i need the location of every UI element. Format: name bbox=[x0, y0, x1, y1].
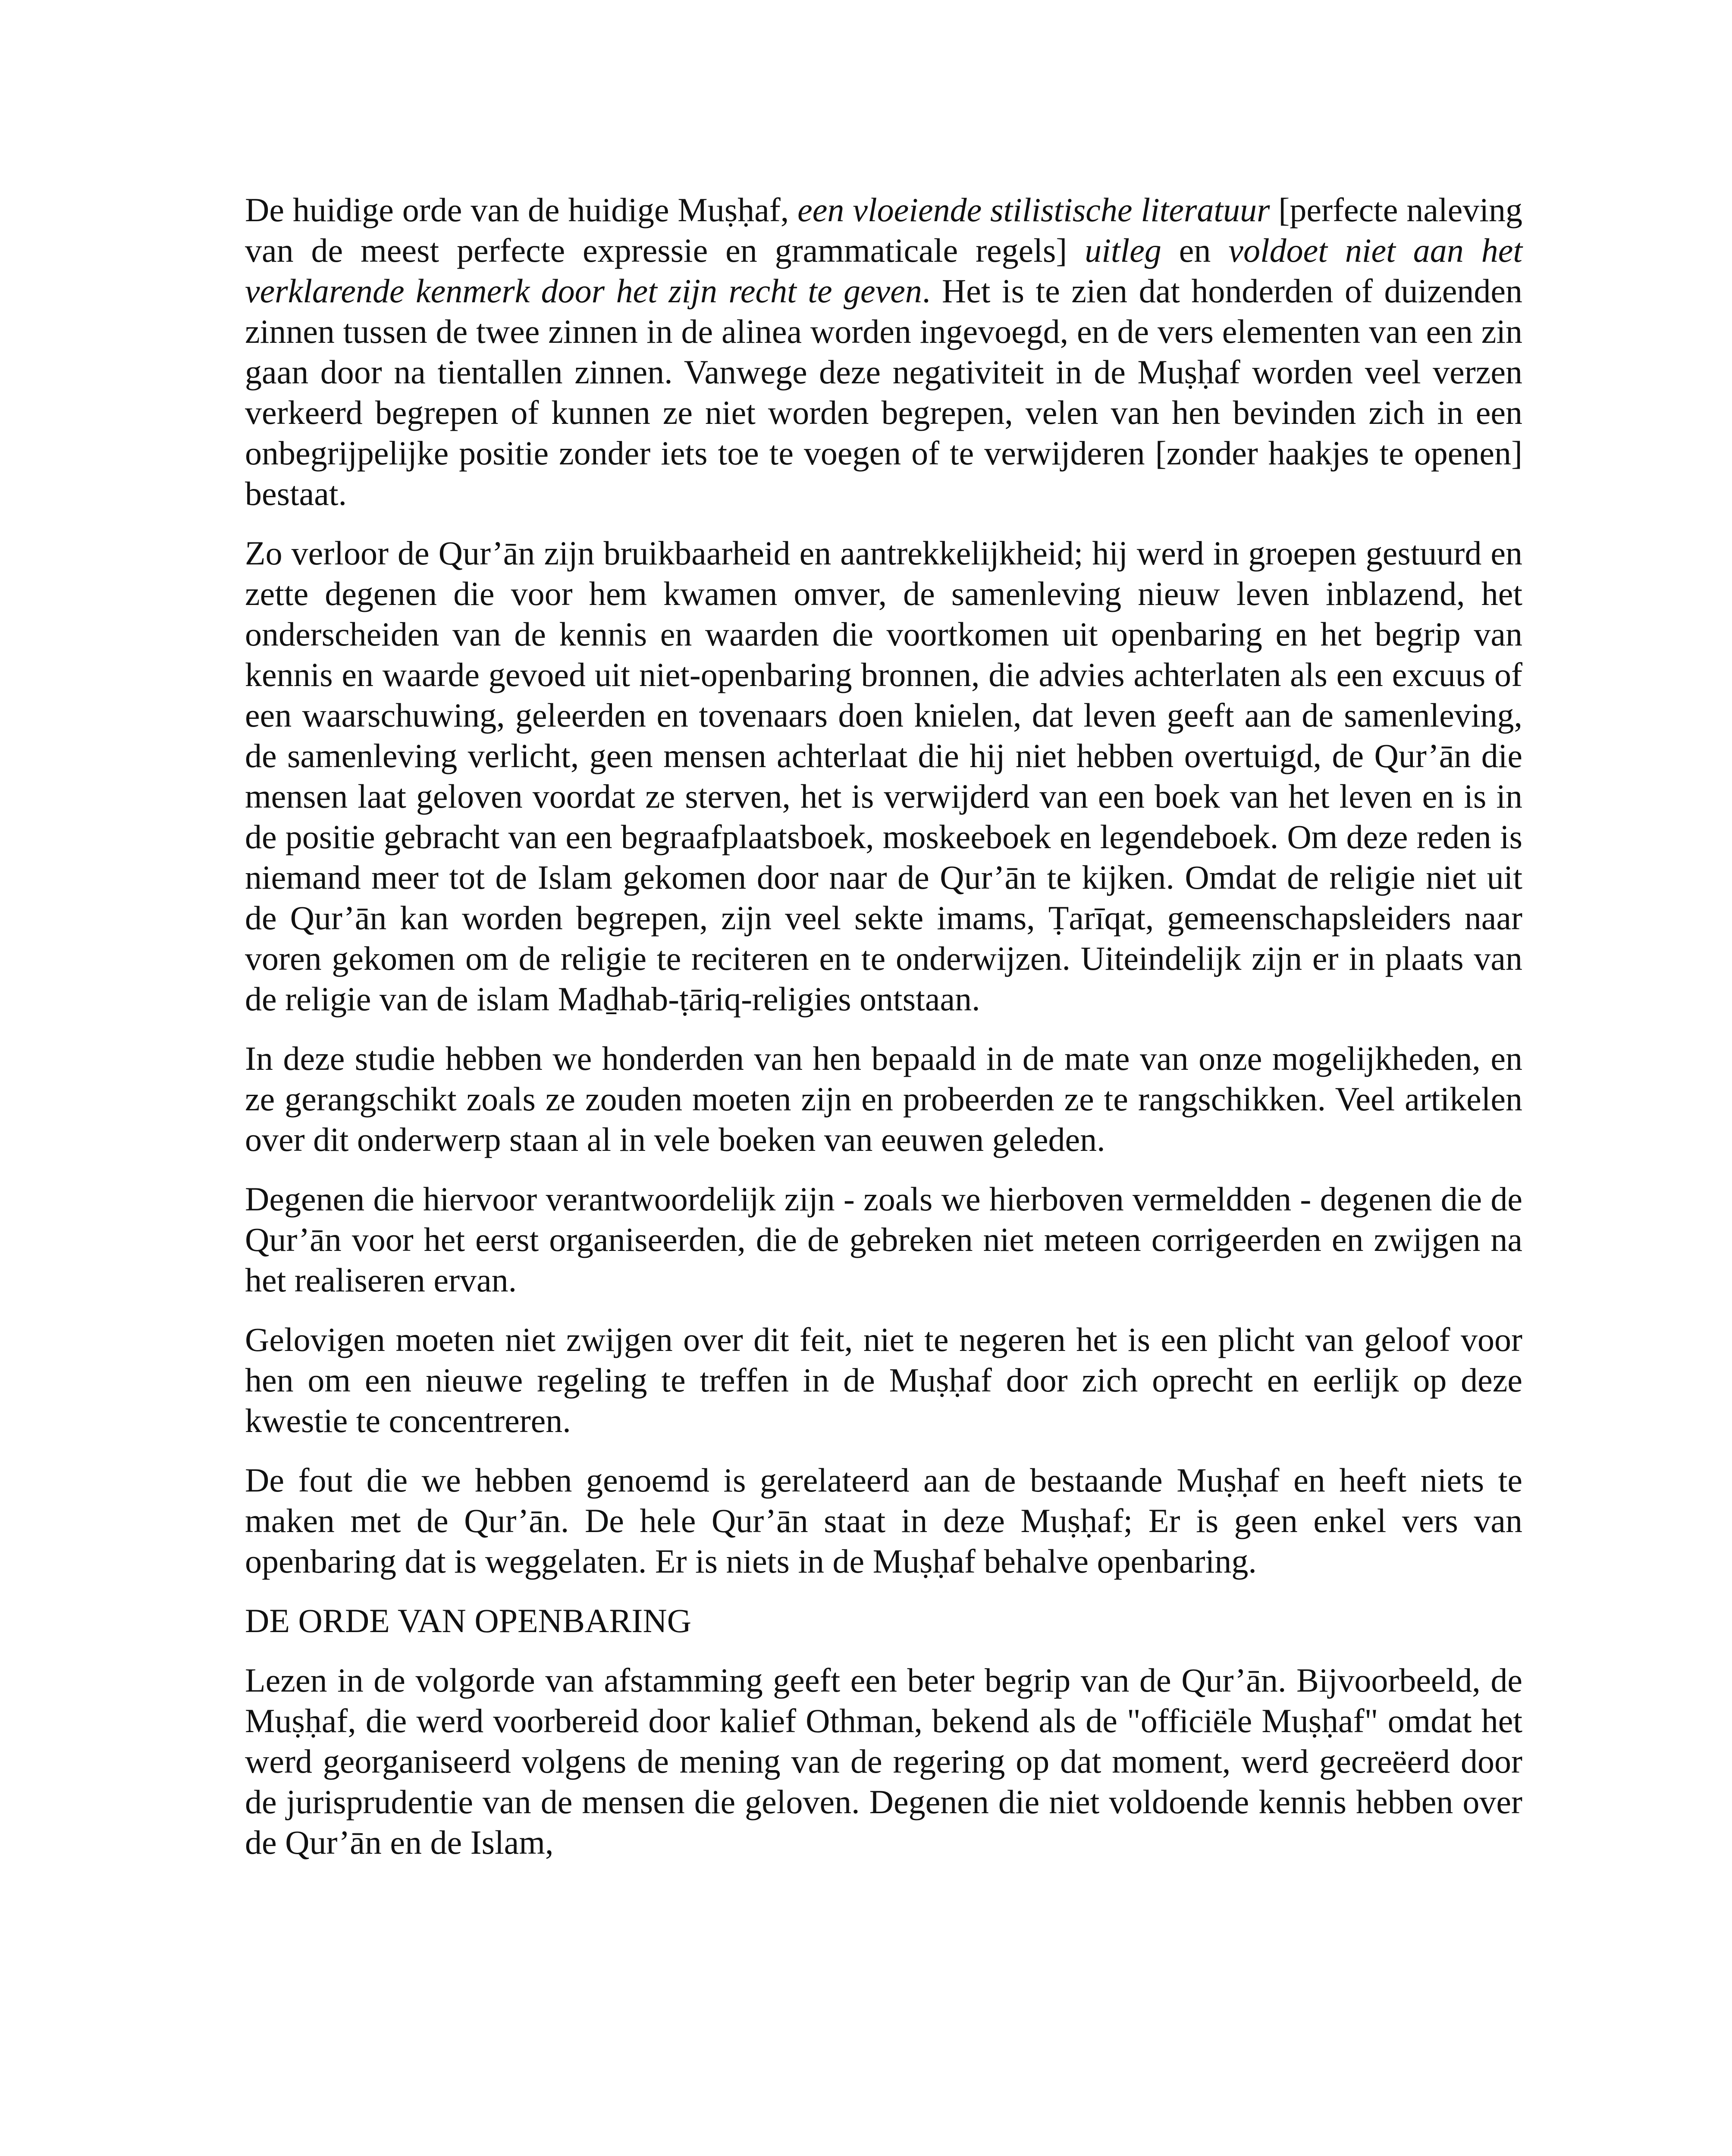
paragraph bbox=[245, 1179, 1522, 1300]
paragraph-text: en bbox=[1161, 232, 1229, 269]
paragraph-text: In deze studie hebben we honderden van hen bepaald in de mate van onze mogelijkheden, en ze gerangschikt zoals ze zouden moeten zijn en probeerden ze te rangschikken. Veel artikelen over dit onderwerp staan al in vele boeken van eeuwen geleden. bbox=[245, 1040, 1522, 1158]
paragraph bbox=[245, 190, 1522, 514]
page-body bbox=[245, 190, 1522, 1882]
section-heading: DE ORDE VAN OPENBARING bbox=[245, 1602, 692, 1639]
paragraph: Lezen in de volgorde van afstamming geeft een beter begrip van de Qur’ān. Bijvoorbeeld, de Muṣḥaf, die werd voorbereid door kalief Othman, bekend als de "officiële Muṣḥaf" omdat het werd georganiseerd volgens de mening van de regering op dat moment, werd gecreëerd door de jurisprudentie van de mensen die geloven. Degenen die niet voldoende kennis hebben over de Qur’ān en de Islam, bbox=[245, 1661, 1522, 1861]
paragraph bbox=[245, 1319, 1522, 1441]
italic-phrase: voldoet niet aan het verklarende kenmerk door het zijn recht te geven bbox=[245, 232, 1522, 310]
italic-phrase: een vloeiende stilistische literatuur bbox=[797, 191, 1270, 229]
paragraph-text: . Het is te zien dat honderden of duizenden zinnen tussen de twee zinnen in de alinea worden ingevoegd, en de vers elementen van een zin gaan door na tientallen zinnen. Vanwege deze negativiteit in de Muṣḥaf worden veel verzen verkeerd begrepen of kunnen ze niet worden begrepen, velen van hen bevinden zich in een onbegrijpelijke positie zonder iets toe te voegen of te verwijderen [zonder haakjes te openen] bestaat. bbox=[245, 272, 1522, 512]
paragraph-text: De huidige orde van de huidige Muṣḥaf, bbox=[245, 191, 798, 229]
paragraph bbox=[245, 533, 1522, 1019]
paragraph-text: De fout die we hebben genoemd is gerelateerd aan de bestaande Muṣḥaf en heeft niets te maken met de Qur’ān. De hele Qur’ān staat in deze Muṣḥaf; Er is geen enkel vers van openbaring dat is weggelaten. Er is niets in de Muṣḥaf behalve openbaring. bbox=[245, 1461, 1522, 1580]
paragraph-text: Zo verloor de Qur’ān zijn bruikbaarheid en aantrekkelijkheid; hij werd in groepen gestuurd en zette degenen die voor hem kwamen omver, de samenleving nieuw leven inblazend, het onderscheiden van de kennis en waarden die voortkomen uit openbaring en het begrip van kennis en waarde gevoed uit niet-openbaring bronnen, die advies achterlaten als een excuus of een waarschuwing, geleerden en tovenaars doen knielen, dat leven geeft aan de samenleving, de samenleving verlicht, geen mensen achterlaat die hij niet hebben overtuigd, de Qur’ān die mensen laat geloven voordat ze sterven, het is verwijderd van een boek van het leven en is in de positie gebracht van een begraafplaatsboek, moskeeboek en legendeboek. Om deze reden is niemand meer tot de Islam gekomen door naar de Qur’ān te kijken. Omdat de religie niet uit de Qur’ān kan worden begrepen, zijn veel sekte imams, Ṭarīqat, gemeenschapsleiders naar voren gekomen om de religie te reciteren en te onderwijzen. Uiteindelijk zijn er in plaats van de religie van de islam Maḏhab-ṭāriq-religies ontstaan. bbox=[245, 534, 1522, 1018]
paragraph-text: Gelovigen moeten niet zwijgen over dit feit, niet te negeren het is een plicht van geloof voor hen om een nieuwe regeling te treffen in de Muṣḥaf door zich oprecht en eerlijk op deze kwestie te concentreren. bbox=[245, 1321, 1522, 1439]
italic-phrase: uitleg bbox=[1085, 232, 1161, 269]
paragraph bbox=[245, 1460, 1522, 1582]
paragraph bbox=[245, 1038, 1522, 1160]
paragraph-text: Degenen die hiervoor verantwoordelijk zijn - zoals we hierboven vermeldden - degenen die de Qur’ān voor het eerst organiseerden, die de gebreken niet meteen corrigeerden en zwijgen na het realiseren ervan. bbox=[245, 1180, 1522, 1299]
paragraph-text: [perfecte naleving van de meest perfecte expressie en grammaticale regels] bbox=[245, 191, 1522, 269]
